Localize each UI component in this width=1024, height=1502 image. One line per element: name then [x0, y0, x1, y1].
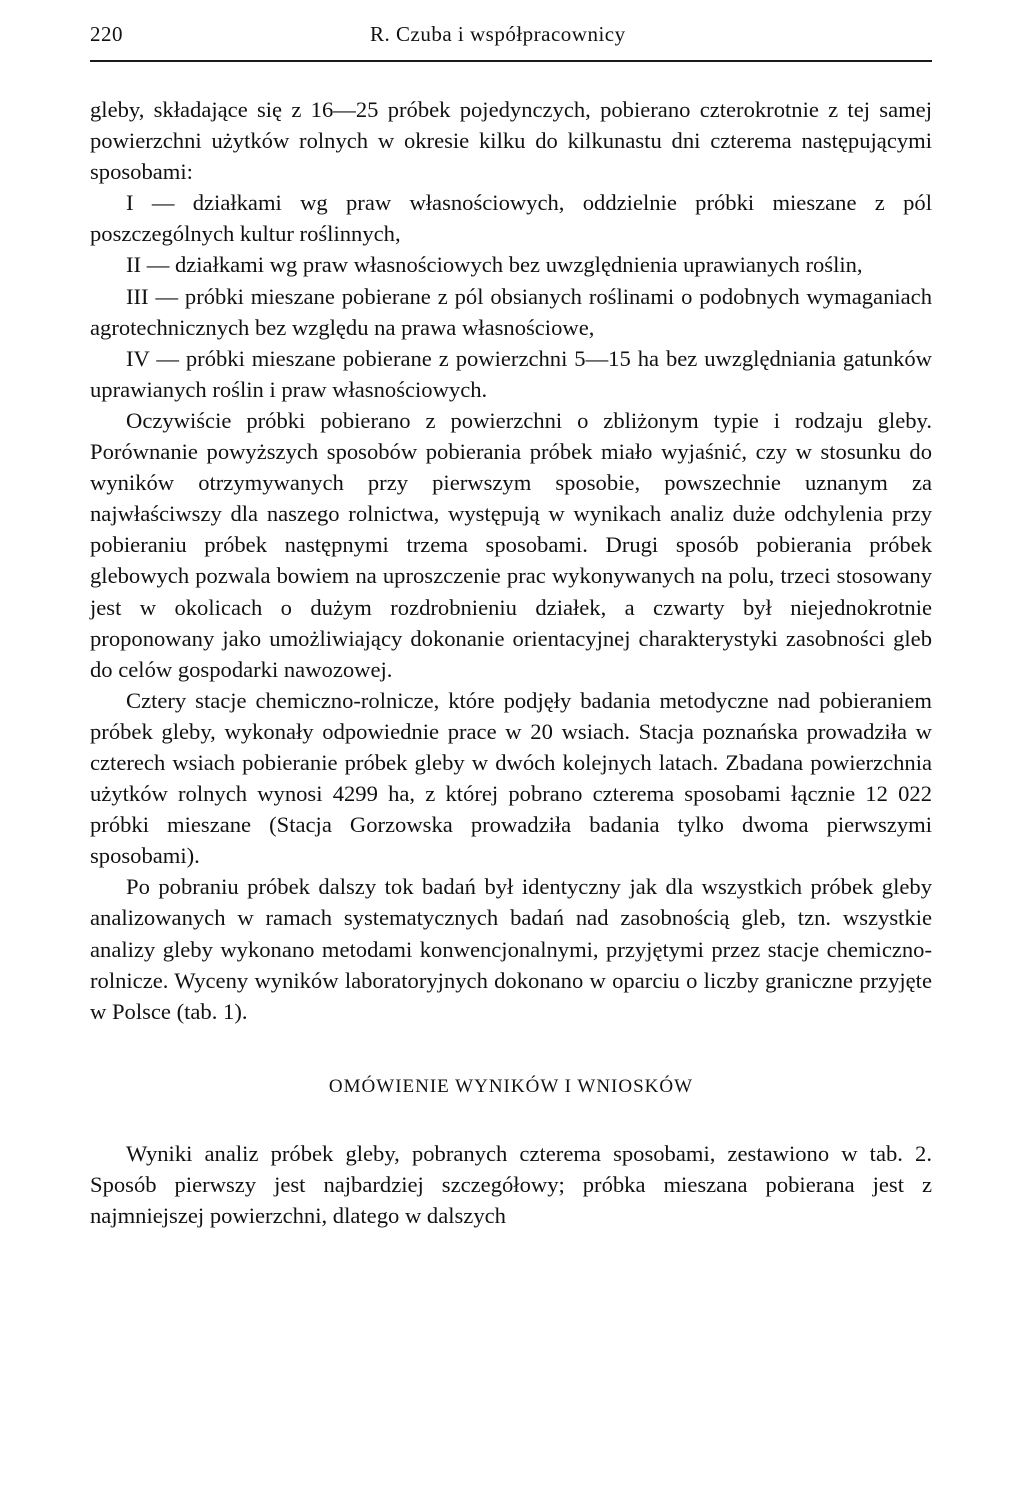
intro-paragraph: gleby, składające się z 16—25 próbek pojedynczych, pobierano czterokrotnie z tej samej powierzchni użytków rolnych w okresie kilku do kilkunastu dni czterema następującymi sposobami:: [90, 97, 932, 185]
method-item-4: IV — próbki mieszane pobierane z powierzchni 5—15 ha bez uwzględniania gatunków uprawianych roślin i praw własnościowych.: [90, 345, 932, 402]
paragraph-analysis: Po pobraniu próbek dalszy tok badań był identyczny jak dla wszystkich próbek gleby analizowanych w ramach systematycznych badań nad zasobnością gleb, tzn. wszystkie analizy gleby wykonano metodami konwencjonalnymi, przyjętymi przez stacje chemiczno-rolnicze. Wyceny wyników laboratoryjnych dokonano w oparciu o liczby graniczne przyjęte w Polsce (tab. 1).: [90, 874, 932, 1024]
paragraph-comparison: Oczywiście próbki pobierano z powierzchni o zbliżonym typie i rodzaju gleby. Porównanie powyższych sposobów pobierania próbek miało wyjaśnić, czy w stosunku do wyników otrzymywanych przy pierwszym sposobie, powszechnie uznanym za najwłaściwszy dla naszego rolnictwa, występują w wynikach analiz duże odchylenia przy pobieraniu próbek następnymi trzema sposobami. Drugi sposób pobierania próbek glebowych pozwala bowiem na uproszczenie prac wykonywanych na polu, trzeci stosowany jest w okolicach o dużym rozdrobnieniu działek, a czwarty był niejednokrotnie proponowany jako umożliwiający dokonanie orientacyjnej charakterystyki zasobności gleb do celów gospodarki nawozowej.: [90, 407, 932, 682]
method-item-1: I — działkami wg praw własnościowych, oddzielnie próbki mieszane z pól poszczególnych kultur roślinnych,: [90, 190, 932, 247]
running-title: R. Czuba i współpracownicy: [370, 22, 626, 46]
method-item-3: III — próbki mieszane pobierane z pól obsianych roślinami o podobnych wymaganiach agrotechnicznych bez względu na prawa własnościowe,: [90, 283, 932, 340]
method-item-2: II — działkami wg praw własnościowych bez uwzględnienia uprawianych roślin,: [126, 252, 863, 278]
running-head: [90, 22, 932, 62]
section-heading: OMÓWIENIE WYNIKÓW I WNIOSKÓW: [328, 1075, 694, 1097]
document-page: [90, 22, 932, 1231]
paragraph-stations: Cztery stacje chemiczno-rolnicze, które podjęły badania metodyczne nad pobieraniem próbek gleby, wykonały odpowiednie prace w 20 wsiach. Stacja poznańska prowadziła w czterech wsiach pobieranie próbek gleby w dwóch kolejnych latach. Zbadana powierzchnia użytków rolnych wynosi 4299 ha, z której pobrano czterema sposobami łącznie 12 022 próbki mieszane (Stacja Gorzowska prowadziła badania tylko dwoma pierwszymi sposobami).: [90, 687, 932, 869]
body-text: [90, 94, 932, 1231]
paragraph-results: Wyniki analiz próbek gleby, pobranych czterema sposobami, zestawiono w tab. 2. Sposób pierwszy jest najbardziej szczegółowy; próbka mieszana pobierana jest z najmniejszej powierzchni, dlatego w dalszych: [90, 1140, 932, 1229]
page-number: 220: [90, 22, 123, 46]
